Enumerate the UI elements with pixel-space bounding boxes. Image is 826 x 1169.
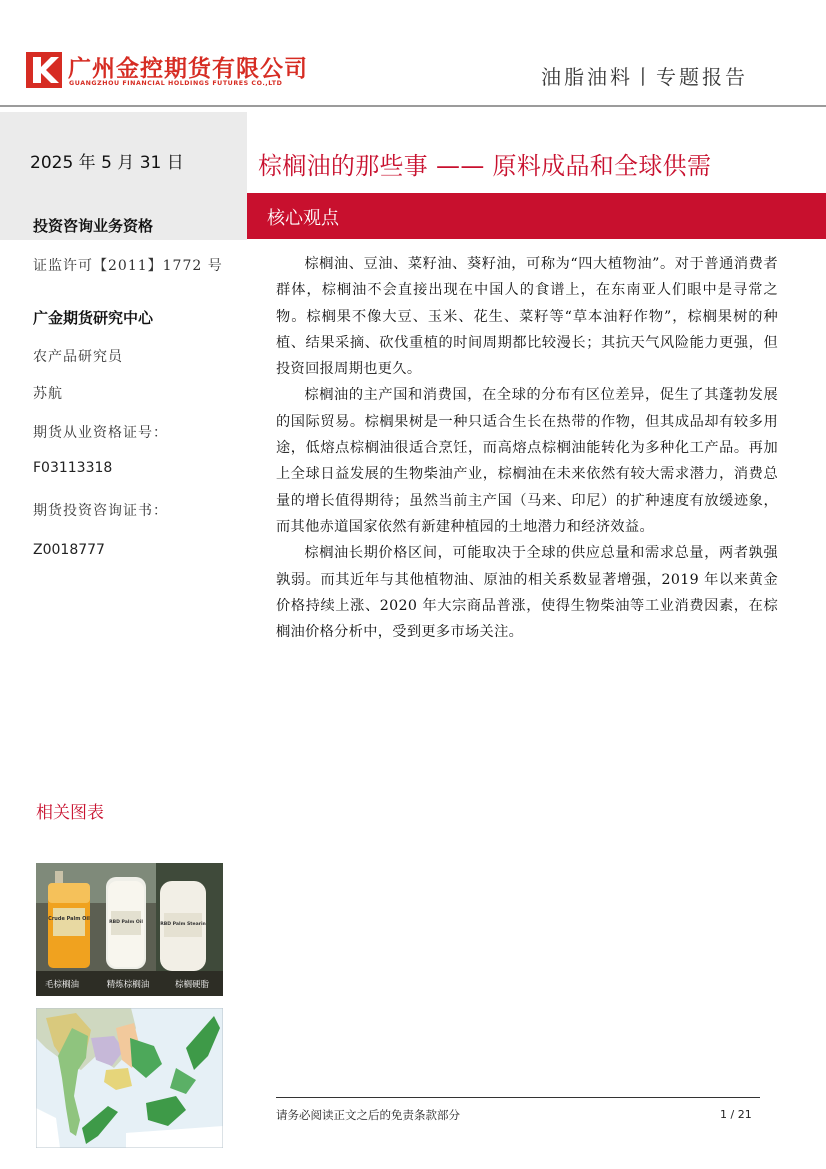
consult-cert-label: 期货投资咨询证书： bbox=[33, 503, 168, 519]
section-heading: 核心观点 bbox=[267, 208, 339, 229]
core-view-body bbox=[276, 251, 778, 645]
report-title: 棕榈油的那些事 —— 原料成品和全球供需 bbox=[258, 152, 712, 180]
report-category: 油脂油料丨专题报告 bbox=[541, 65, 748, 89]
company-name-en: GUANGZHOU FINANCIAL HOLDINGS FUTURES CO.,LTD bbox=[69, 80, 283, 87]
k-logo-icon bbox=[26, 52, 62, 88]
related-charts-title: 相关图表 bbox=[36, 803, 104, 823]
license-number: 证监许可【2011】1772 号 bbox=[33, 258, 223, 274]
paragraph: 棕榈油、豆油、菜籽油、葵籽油，可称为“四大植物油”。对于普通消费者群体，棕榈油不会直接出现在中国人的食谱上，在东南亚人们眼中是寻常之物。棕榈果不像大豆、玉米、花生、菜籽等“草本油籽作物”，棕榈果树的种植、结果采摘、砍伐重植的时间周期都比较漫长；其抗天气风险能力更强，但投资回报周期也更久。 bbox=[276, 256, 778, 378]
rbd-palm-oil-jar-label: RBD Palm Oil bbox=[109, 920, 143, 925]
paragraph: 棕榈油的主产国和消费国，在全球的分布有区位差异，促生了其蓬勃发展的国际贸易。棕榈果树是一种只适合生长在热带的作物，但其成品却有较多用途，低熔点棕榈油很适合烹饪，而高熔点棕榈油能转化为多种化工产品。再加上全球日益发展的生物柴油产业，棕榈油在未来依然有较大需求潜力，消费总量的增长值得期待；虽然当前主产国（马来、印尼）的扩种速度有放缓迹象，而其他赤道国家依然有新建种植园的土地潜力和经济效益。 bbox=[276, 387, 778, 535]
research-center: 广金期货研究中心 bbox=[33, 309, 154, 327]
sidebar bbox=[0, 112, 247, 1169]
section-bar bbox=[247, 193, 826, 239]
crude-palm-oil-label: 毛棕榈油 bbox=[44, 980, 80, 990]
page-number: 1 / 21 bbox=[720, 1108, 752, 1121]
company-name-cn: 广州金控期货有限公司 bbox=[68, 56, 308, 82]
paragraph: 棕榈油长期价格区间，可能取决于全球的供应总量和需求总量，两者孰强孰弱。而其近年与其他植物油、原油的相关系数显著增强，2019 年以来黄金价格持续上涨、2020 年大宗商品普涨，使得生物柴油等工业消费因素，在棕榈油价格分析中，受到更多市场关注。 bbox=[276, 545, 778, 641]
header-divider bbox=[0, 105, 826, 107]
palm-stearin-label: 棕榈硬脂 bbox=[174, 980, 210, 990]
practice-cert-label: 期货从业资格证号： bbox=[33, 425, 168, 441]
southeast-asia-map-image bbox=[36, 1008, 223, 1148]
page-header bbox=[0, 0, 826, 108]
practice-cert-number: F03113318 bbox=[33, 460, 113, 476]
footer-divider bbox=[276, 1097, 760, 1098]
rbd-palm-stearin-jar-label: RBD Palm Stearin bbox=[160, 922, 206, 927]
qualification-title: 投资咨询业务资格 bbox=[33, 217, 154, 235]
disclaimer-note: 请务必阅读正文之后的免责条款部分 bbox=[276, 1108, 460, 1122]
consult-cert-number: Z0018777 bbox=[33, 542, 105, 558]
report-date: 2025 年 5 月 31 日 bbox=[30, 153, 184, 173]
refined-palm-oil-label: 精炼棕榈油 bbox=[106, 980, 150, 990]
analyst-name: 苏航 bbox=[33, 386, 63, 402]
crude-palm-oil-jar-label: Crude Palm Oil bbox=[48, 916, 90, 922]
palm-oil-products-image bbox=[36, 863, 223, 996]
department: 农产品研究员 bbox=[33, 349, 123, 365]
